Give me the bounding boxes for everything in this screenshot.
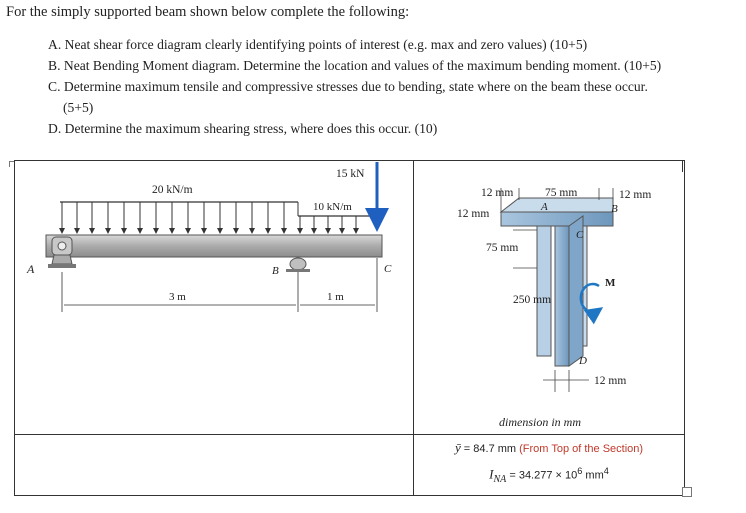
question-letter: B.: [48, 58, 61, 73]
load-arrows-20: [62, 202, 284, 233]
section-caption: dimension in mm: [499, 415, 581, 429]
dim-label-75-top: 75 mm: [545, 187, 578, 199]
question-text: Determine the maximum shearing stress, where does this occur. (10): [64, 121, 438, 136]
ina-unit-exponent: 4: [603, 466, 609, 476]
ina-symbol: I: [489, 466, 494, 482]
ina-exponent: 6: [577, 466, 583, 476]
web-plate: [555, 226, 569, 366]
question-letter: A.: [48, 37, 62, 52]
dim-label-12-top: 12 mm: [481, 187, 514, 199]
ina-value: = 34.277 × 10: [509, 469, 578, 482]
dim-label-bc: 1 m: [327, 291, 344, 303]
beam-diagram: [14, 160, 412, 330]
left-angle-leg: [537, 226, 551, 356]
question-letter: C.: [48, 79, 61, 94]
load-label-20: 20 kN/m: [152, 184, 193, 196]
table-divider: [15, 434, 684, 435]
point-label-a: A: [541, 201, 548, 213]
point-load-label: 15 kN: [336, 168, 365, 180]
question-b: [48, 55, 738, 76]
question-letter: D.: [48, 121, 62, 136]
centroid-line: [413, 440, 685, 456]
question-d: [48, 118, 738, 139]
point-label-b: B: [272, 265, 279, 277]
question-text: Determine maximum tensile and compressive stresses due to bending, state where on the beam these occur.: [63, 79, 648, 94]
roller-support-b: [286, 258, 310, 272]
question-a: [48, 34, 738, 55]
ybar-value: = 84.7 mm: [463, 443, 517, 455]
question-text: Neat Bending Moment diagram. Determine the location and values of the maximum bending moment. (10+5): [63, 58, 662, 73]
beam: [46, 235, 382, 257]
question-c: [48, 76, 738, 118]
dim-label-250: 250 mm: [513, 294, 552, 306]
question-list: [48, 34, 738, 139]
top-flange-front: [501, 212, 613, 226]
dim-label-ab: 3 m: [169, 291, 186, 303]
point-label-d: D: [579, 355, 587, 367]
load-arrows-10: [300, 216, 356, 233]
moment-label: M: [605, 277, 616, 289]
pin-support-a: [48, 237, 76, 268]
ybar-symbol: ȳ: [454, 440, 461, 455]
table-resize-handle[interactable]: [682, 487, 692, 497]
dim-label-12-right: 12 mm: [619, 189, 652, 201]
problem-intro: For the simply supported beam shown below complete the following:: [6, 4, 410, 20]
point-label-c: C: [384, 263, 392, 275]
ina-subscript: NA: [493, 473, 507, 485]
ina-unit: mm: [585, 469, 604, 482]
top-flange: [501, 198, 613, 212]
load-label-10: 10 kN/m: [313, 201, 352, 213]
dim-label-75-left: 75 mm: [486, 242, 519, 254]
dim-label-12-bottom: 12 mm: [594, 375, 627, 387]
question-text: Neat shear force diagram clearly identifying points of interest (e.g. max and zero values) (10+5): [64, 37, 588, 52]
dim-label-12-left: 12 mm: [457, 208, 490, 220]
point-label-a: A: [27, 262, 35, 276]
section-diagram: [413, 160, 685, 433]
inertia-line: [413, 466, 685, 485]
ybar-note: (From Top of the Section): [519, 443, 644, 455]
point-label-c: C: [576, 229, 584, 241]
question-marks: (5+5): [63, 100, 94, 115]
point-label-b: B: [611, 203, 618, 215]
